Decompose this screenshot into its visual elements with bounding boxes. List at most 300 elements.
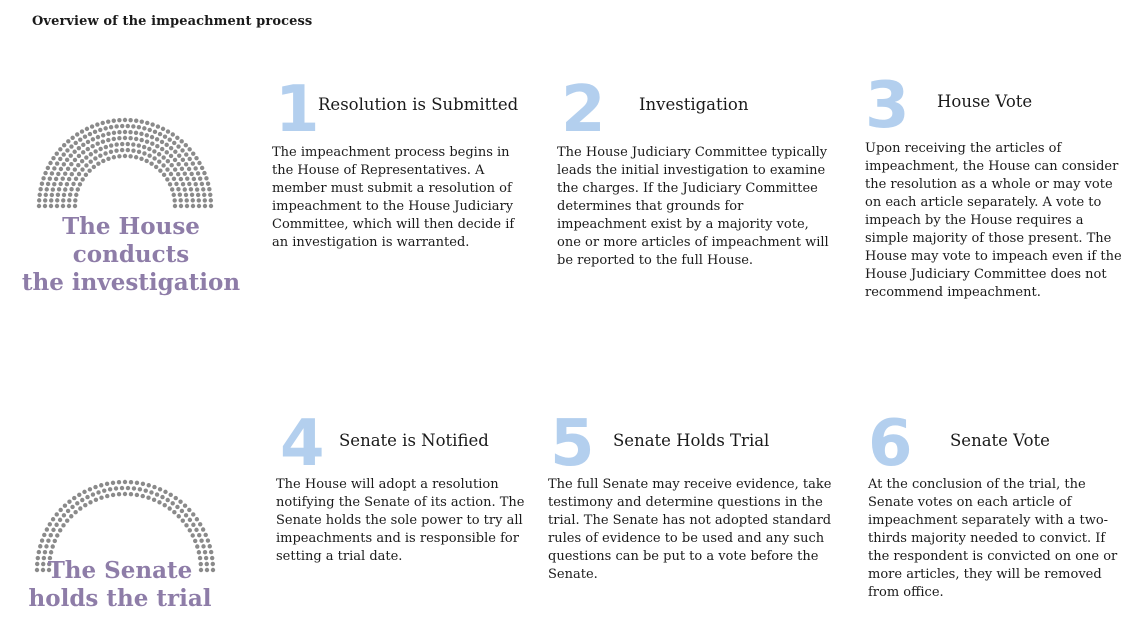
- seat-dot: [184, 523, 188, 527]
- seat-dot: [169, 493, 173, 497]
- seat-dot: [51, 528, 55, 532]
- seat-dot: [170, 187, 174, 191]
- seat-dot: [185, 198, 189, 202]
- seat-dot: [44, 544, 48, 548]
- seat-dot: [207, 187, 211, 191]
- seat-dot: [58, 182, 62, 186]
- seat-dot: [179, 198, 183, 202]
- seat-dot: [67, 204, 71, 208]
- seat-dot: [168, 182, 172, 186]
- step-number: 3: [865, 69, 910, 143]
- seat-dot: [160, 147, 164, 151]
- seat-dot: [71, 182, 75, 186]
- seat-dot: [187, 508, 191, 512]
- seat-dot: [120, 148, 124, 152]
- seat-dot: [37, 550, 41, 554]
- seat-dot: [195, 517, 199, 521]
- seat-dot: [58, 518, 62, 522]
- seat-dot: [209, 550, 213, 554]
- seat-dot: [41, 176, 45, 180]
- seat-dot: [101, 159, 105, 163]
- step-number: 6: [868, 407, 913, 481]
- seat-dot: [152, 485, 156, 489]
- seat-dot: [78, 182, 82, 186]
- seat-dot: [163, 135, 167, 139]
- seat-dot: [93, 149, 97, 153]
- seat-dot: [101, 133, 105, 137]
- seat-dot: [43, 171, 47, 175]
- seat-dot: [185, 204, 189, 208]
- seat-dot: [48, 522, 52, 526]
- seat-dot: [183, 171, 187, 175]
- seat-dot: [197, 550, 201, 554]
- seat-dot: [106, 157, 110, 161]
- seat-dot: [38, 187, 42, 191]
- seat-dot: [106, 119, 110, 123]
- seat-dot: [139, 138, 143, 142]
- seat-dot: [69, 187, 73, 191]
- seat-dot: [112, 119, 116, 123]
- seat-dot: [184, 152, 188, 156]
- seat-dot: [109, 125, 113, 129]
- seat-dot: [40, 538, 44, 542]
- seat-dot: [90, 144, 94, 148]
- seat-dot: [90, 124, 94, 128]
- seat-dot: [111, 481, 115, 485]
- seat-dot: [131, 148, 135, 152]
- seat-dot: [80, 167, 84, 171]
- seat-dot: [152, 156, 156, 160]
- seat-dot: [65, 148, 69, 152]
- seat-dot: [98, 147, 102, 151]
- seat-dot: [134, 137, 138, 141]
- seat-dot: [148, 128, 152, 132]
- seat-dot: [117, 136, 121, 140]
- seat-dot: [37, 198, 41, 202]
- seat-dot: [83, 135, 87, 139]
- seat-dot: [109, 143, 113, 147]
- seat-dot: [158, 487, 162, 491]
- seat-dot: [184, 193, 188, 197]
- seat-dot: [73, 204, 77, 208]
- seat-dot: [160, 140, 164, 144]
- seat-dot: [195, 187, 199, 191]
- seat-dot: [108, 487, 112, 491]
- seat-dot: [139, 157, 143, 161]
- step-body: The full Senate may receive evidence, take testimony and determine questions in the trial. The Senate has not adopted standard rules of evidence to be used and any such questions can be put to a vote before the Senate.: [548, 477, 832, 582]
- seat-dot: [70, 136, 74, 140]
- seat-dot: [89, 152, 93, 156]
- seat-dot: [181, 158, 185, 162]
- seat-dot: [172, 510, 176, 514]
- seat-dot: [183, 187, 187, 191]
- seat-dot: [191, 151, 195, 155]
- seat-dot: [200, 166, 204, 170]
- seat-dot: [191, 533, 195, 537]
- seat-dot: [114, 486, 118, 490]
- seat-dot: [58, 528, 62, 532]
- seat-dot: [78, 137, 82, 141]
- seat-dot: [81, 143, 85, 147]
- seat-dot: [180, 139, 184, 143]
- seat-dot: [48, 161, 52, 165]
- page-title: Overview of the impeachment process: [32, 14, 313, 29]
- seat-dot: [51, 544, 55, 548]
- seat-dot: [129, 480, 133, 484]
- seat-dot: [44, 193, 48, 197]
- seat-dot: [74, 193, 78, 197]
- step-body: The House will adopt a resolution notifying the Senate of its action. The Senate holds the sole power to try all impeachments and is responsible for setting a trial date.: [276, 477, 525, 564]
- seat-dot: [43, 550, 47, 554]
- seat-dot: [179, 177, 183, 181]
- seat-dot: [123, 136, 127, 140]
- seat-dot: [58, 147, 62, 151]
- seat-dot: [134, 131, 138, 135]
- seat-dot: [172, 198, 176, 202]
- seat-dot: [157, 500, 161, 504]
- seat-dot: [120, 142, 124, 146]
- seat-dot: [165, 177, 169, 181]
- seat-dot: [185, 176, 189, 180]
- seat-dot: [72, 496, 76, 500]
- step-number: 4: [280, 407, 325, 481]
- seat-dot: [106, 138, 110, 142]
- seat-dot: [134, 119, 138, 123]
- seat-dot: [187, 182, 191, 186]
- seat-dot: [70, 172, 74, 176]
- seat-dot: [140, 119, 144, 123]
- seat-dot: [135, 493, 139, 497]
- seat-dot: [95, 142, 99, 146]
- seat-dot: [61, 204, 65, 208]
- seat-dot: [141, 482, 145, 486]
- seat-dot: [98, 128, 102, 132]
- seat-dot: [88, 132, 92, 136]
- seat-dot: [72, 150, 76, 154]
- step-number: 2: [561, 73, 606, 147]
- seat-dot: [123, 130, 127, 134]
- seat-dot: [166, 129, 170, 133]
- seat-dot: [176, 187, 180, 191]
- seat-dot: [84, 173, 88, 177]
- seat-dot: [86, 147, 90, 151]
- seat-dot: [94, 498, 98, 502]
- seat-dot: [192, 177, 196, 181]
- seat-dot: [106, 132, 110, 136]
- seat-dot: [155, 492, 159, 496]
- house-section-label: [0, 213, 262, 297]
- seat-dot: [63, 171, 67, 175]
- seat-dot: [54, 523, 58, 527]
- seat-dot: [69, 162, 73, 166]
- seat-dot: [128, 130, 132, 134]
- seat-dot: [112, 131, 116, 135]
- seat-dot: [142, 151, 146, 155]
- seat-dot: [171, 501, 175, 505]
- seat-dot: [157, 152, 161, 156]
- seat-dot: [51, 517, 55, 521]
- seat-dot: [175, 505, 179, 509]
- seat-dot: [49, 204, 53, 208]
- seat-dot: [161, 155, 165, 159]
- seat-dot: [112, 155, 116, 159]
- seat-dot: [77, 146, 81, 150]
- seat-dot: [46, 166, 50, 170]
- seat-dot: [80, 177, 84, 181]
- seat-dot: [93, 130, 97, 134]
- seat-dot: [77, 172, 81, 176]
- seat-dot: [191, 512, 195, 516]
- seat-dot: [158, 132, 162, 136]
- seat-dot: [101, 121, 105, 125]
- seat-dot: [120, 486, 124, 490]
- seat-dot: [197, 533, 201, 537]
- seat-dot: [73, 158, 77, 162]
- seat-dot: [98, 154, 102, 158]
- house-label-line1: The House conducts: [62, 213, 200, 268]
- step-heading: Senate Holds Trial: [613, 431, 770, 450]
- seat-dot: [206, 182, 210, 186]
- seat-dot: [196, 171, 200, 175]
- seat-dot: [114, 124, 118, 128]
- seat-dot: [62, 152, 66, 156]
- seat-dot: [144, 159, 148, 163]
- seat-dot: [137, 143, 141, 147]
- seat-dot: [88, 487, 92, 491]
- seat-dot: [128, 118, 132, 122]
- seat-dot: [154, 165, 158, 169]
- step-heading: Senate Vote: [950, 431, 1050, 450]
- seat-dot: [200, 182, 204, 186]
- seat-dot: [190, 193, 194, 197]
- seat-dot: [183, 503, 187, 507]
- seat-dot: [61, 523, 65, 527]
- step-body: Upon receiving the articles of impeachment, the House can consider the resolution as a whole or may vote on each article separately. A vote to impeach by the House requires a simple majority of those present. The House may vote to impeach even if the House Judiciary Committee does not recommend impeachment.: [865, 141, 1122, 300]
- seat-dot: [198, 522, 202, 526]
- seat-dot: [202, 193, 206, 197]
- seat-dot: [147, 154, 151, 158]
- seat-dot: [150, 122, 154, 126]
- seat-dot: [165, 167, 169, 171]
- senate-label-line2: holds the trial: [28, 585, 212, 612]
- step-heading: Resolution is Submitted: [318, 95, 519, 114]
- seat-dot: [61, 198, 65, 202]
- seat-dot: [162, 173, 166, 177]
- seat-dot: [181, 182, 185, 186]
- seat-dot: [105, 482, 109, 486]
- seat-dot: [37, 204, 41, 208]
- seat-dot: [49, 198, 53, 202]
- seat-dot: [208, 193, 212, 197]
- seat-dot: [56, 193, 60, 197]
- seat-dot: [178, 500, 182, 504]
- seat-dot: [80, 498, 84, 502]
- seat-dot: [196, 193, 200, 197]
- seat-dot: [123, 492, 127, 496]
- seat-dot: [189, 172, 193, 176]
- seat-dot: [201, 544, 205, 548]
- seat-dot: [40, 182, 44, 186]
- seat-dot: [63, 503, 67, 507]
- seat-dot: [173, 167, 177, 171]
- seat-dot: [191, 198, 195, 202]
- seat-dot: [203, 550, 207, 554]
- seat-dot: [103, 151, 107, 155]
- seat-dot: [191, 523, 195, 527]
- step-body: The House Judiciary Committee typically leads the initial investigation to examine the charges. If the Judiciary Committee determines that grounds for impeachment exist by a majority vote, one or more articles of impeachment will be reported to the full House.: [557, 145, 829, 268]
- seat-dot: [197, 161, 201, 165]
- seat-dot: [99, 483, 103, 487]
- seat-dot: [91, 137, 95, 141]
- seat-dot: [180, 509, 184, 513]
- seat-dot: [62, 143, 66, 147]
- seat-dot: [169, 154, 173, 158]
- seat-dot: [114, 142, 118, 146]
- step-body: At the conclusion of the trial, the Senate votes on each article of impeachment separately with a two-thirds majority needed to convict. If the respondent is convicted on one or more articles, they will be removed from office.: [868, 477, 1118, 600]
- seat-dot: [89, 160, 93, 164]
- seat-dot: [142, 145, 146, 149]
- seat-dot: [55, 198, 59, 202]
- seat-dot: [179, 204, 183, 208]
- seat-dot: [38, 193, 42, 197]
- seat-dot: [142, 126, 146, 130]
- seat-dot: [149, 490, 153, 494]
- seat-dot: [43, 198, 47, 202]
- seat-dot: [165, 150, 169, 154]
- seat-dot: [51, 187, 55, 191]
- seat-dot: [109, 150, 113, 154]
- seat-dot: [52, 182, 56, 186]
- step-number: 5: [550, 407, 595, 481]
- seat-dot: [87, 168, 91, 172]
- seat-dot: [51, 156, 55, 160]
- seat-dot: [69, 514, 73, 518]
- seat-dot: [147, 483, 151, 487]
- seat-dot: [69, 144, 73, 148]
- seat-dot: [117, 492, 121, 496]
- seat-dot: [194, 156, 198, 160]
- seat-dot: [209, 198, 213, 202]
- seat-dot: [166, 159, 170, 163]
- seat-dot: [120, 124, 124, 128]
- seat-dot: [49, 550, 53, 554]
- seat-dot: [56, 172, 60, 176]
- seat-dot: [163, 503, 167, 507]
- seat-dot: [66, 139, 70, 143]
- seat-dot: [69, 153, 73, 157]
- seat-dot: [57, 187, 61, 191]
- seat-dot: [75, 501, 79, 505]
- seat-dot: [84, 163, 88, 167]
- seat-dot: [163, 490, 167, 494]
- seat-dot: [152, 498, 156, 502]
- seat-dot: [126, 142, 130, 146]
- seat-dot: [55, 512, 59, 516]
- seat-dot: [191, 204, 195, 208]
- seat-dot: [77, 154, 81, 158]
- seat-dot: [67, 500, 71, 504]
- seat-dot: [187, 167, 191, 171]
- seat-dot: [104, 145, 108, 149]
- seat-dot: [197, 204, 201, 208]
- seat-dot: [176, 172, 180, 176]
- seat-dot: [135, 481, 139, 485]
- seat-dot: [46, 182, 50, 186]
- seat-dot: [193, 166, 197, 170]
- seat-dot: [202, 171, 206, 175]
- seat-dot: [80, 159, 84, 163]
- seat-dot: [73, 510, 77, 514]
- seat-dot: [95, 122, 99, 126]
- seat-dot: [134, 155, 138, 159]
- seat-dot: [172, 193, 176, 197]
- seat-dot: [105, 494, 109, 498]
- seat-dot: [153, 130, 157, 134]
- seat-dot: [145, 121, 149, 125]
- seat-dot: [93, 156, 97, 160]
- seat-dot: [201, 187, 205, 191]
- seat-dot: [176, 162, 180, 166]
- seat-dot: [78, 506, 82, 510]
- seat-dot: [66, 167, 70, 171]
- seat-dot: [184, 162, 188, 166]
- seat-dot: [117, 130, 121, 134]
- seat-dot: [96, 490, 100, 494]
- seat-dot: [204, 176, 208, 180]
- seat-dot: [81, 150, 85, 154]
- seat-dot: [62, 193, 66, 197]
- seat-dot: [180, 148, 184, 152]
- seat-dot: [174, 182, 178, 186]
- seat-dot: [161, 163, 165, 167]
- seat-dot: [74, 141, 78, 145]
- seat-dot: [73, 198, 77, 202]
- seat-dot: [184, 143, 188, 147]
- seat-dot: [114, 148, 118, 152]
- seat-dot: [55, 151, 59, 155]
- seat-dot: [172, 177, 176, 181]
- seat-dot: [174, 496, 178, 500]
- seat-dot: [193, 539, 197, 543]
- seat-dot: [55, 533, 59, 537]
- seat-dot: [158, 168, 162, 172]
- seat-dot: [145, 133, 149, 137]
- seat-dot: [152, 149, 156, 153]
- seat-dot: [194, 182, 198, 186]
- seat-dot: [191, 161, 195, 165]
- seat-dot: [74, 177, 78, 181]
- seat-dot: [203, 198, 207, 202]
- seat-dot: [68, 193, 72, 197]
- seat-dot: [67, 177, 71, 181]
- seat-dot: [126, 486, 130, 490]
- seat-dot: [62, 162, 66, 166]
- seat-dot: [173, 150, 177, 154]
- seat-dot: [96, 161, 100, 165]
- seat-dot: [123, 154, 127, 158]
- seat-dot: [173, 158, 177, 162]
- seat-dot: [61, 176, 65, 180]
- seat-dot: [102, 488, 106, 492]
- seat-dot: [175, 136, 179, 140]
- seat-dot: [171, 132, 175, 136]
- seat-dot: [128, 136, 132, 140]
- seat-dot: [58, 157, 62, 161]
- seat-dot: [86, 140, 90, 144]
- seat-dot: [92, 165, 96, 169]
- step-heading: Investigation: [639, 95, 749, 114]
- seat-dot: [126, 148, 130, 152]
